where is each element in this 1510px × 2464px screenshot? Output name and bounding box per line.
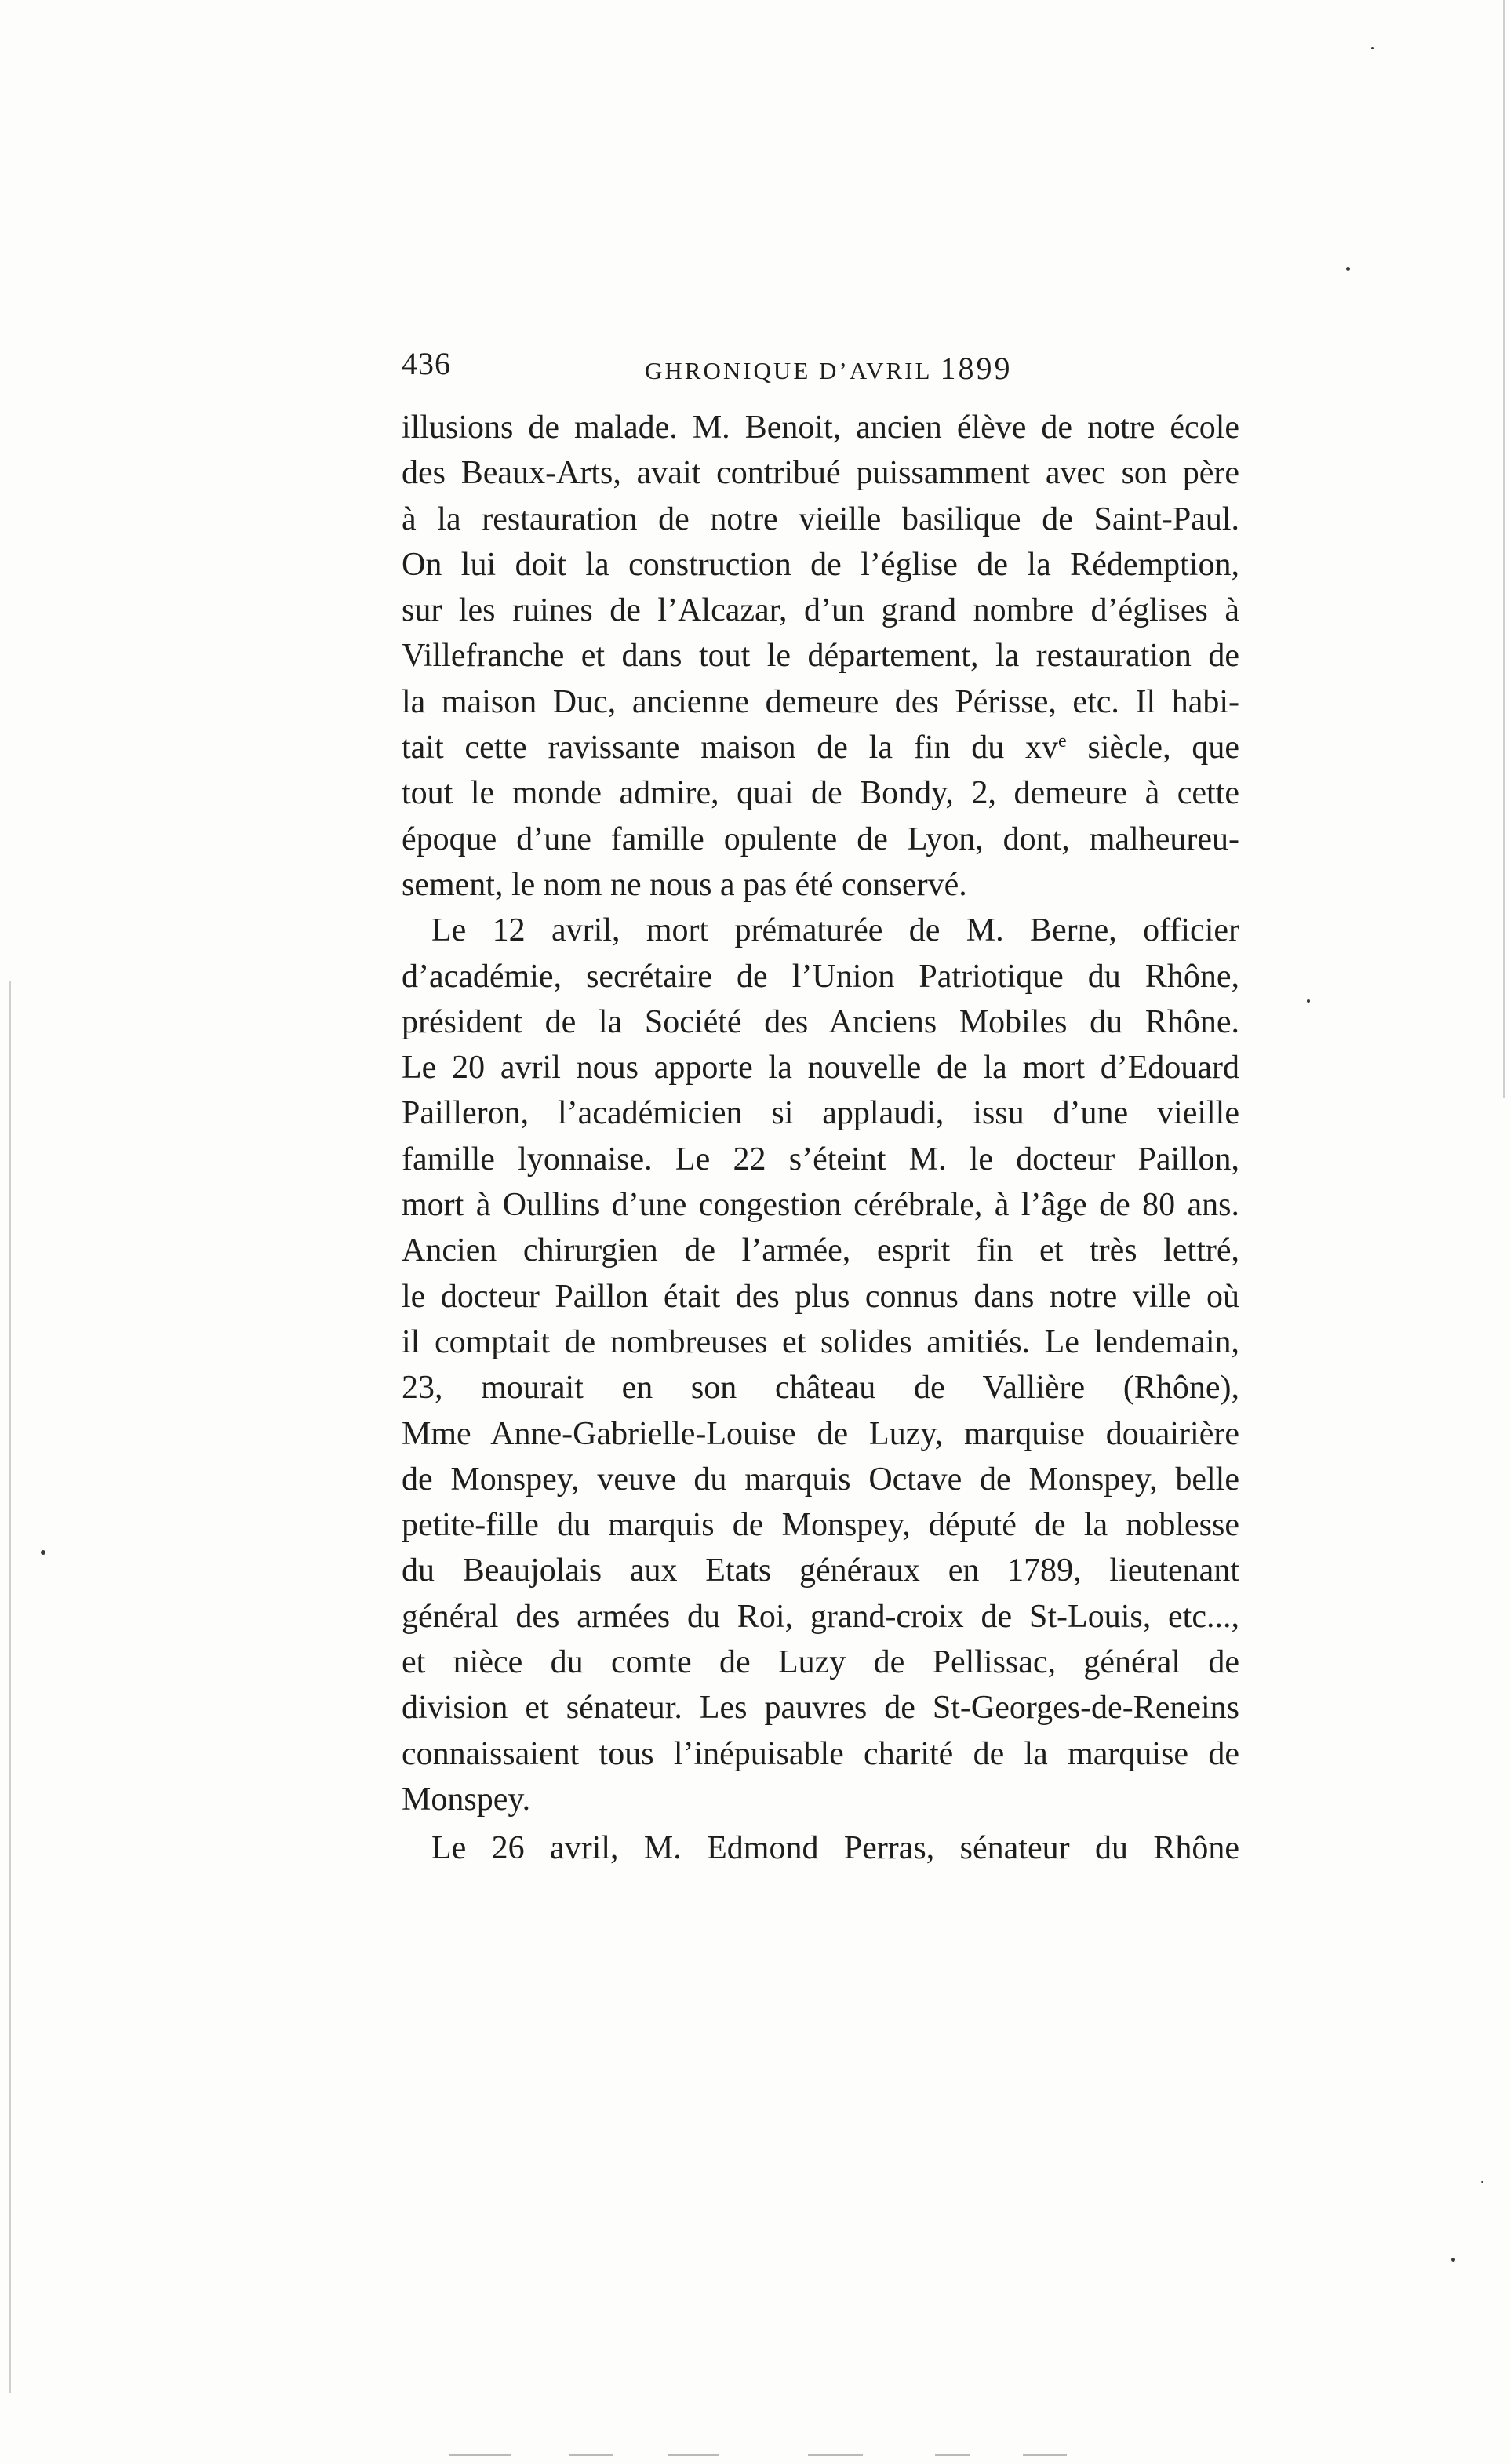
text-line: illusions de malade. M. Benoit, ancien élève de notre école xyxy=(402,409,1239,446)
bottom-edge-mark xyxy=(569,2454,613,2456)
text-line: la maison Duc, ancienne demeure des Périsse, etc. Il habi- xyxy=(402,683,1239,720)
text-line xyxy=(402,725,1239,770)
bottom-edge-mark xyxy=(668,2454,719,2456)
scan-speck xyxy=(1346,267,1350,271)
text-line: président de la Société des Anciens Mobiles du Rhône. xyxy=(402,1003,1239,1040)
text-line: Monspey. xyxy=(402,1781,531,1818)
text-line: le docteur Paillon était des plus connus dans notre ville où xyxy=(402,1278,1239,1315)
page-number: 436 xyxy=(402,346,451,381)
paragraph-start-line: Le 26 avril, M. Edmond Perras, sénateur du Rhône xyxy=(431,1830,1239,1867)
scan-speck xyxy=(1307,999,1310,1003)
scan-speck xyxy=(41,1550,45,1555)
text-line: famille lyonnaise. Le 22 s’éteint M. le docteur Paillon, xyxy=(402,1141,1239,1177)
text-line: Ancien chirurgien de l’armée, esprit fin et très lettré, xyxy=(402,1232,1239,1269)
scan-speck xyxy=(1371,47,1374,49)
bottom-edge-mark xyxy=(449,2454,511,2456)
text-line: Pailleron, l’académicien si applaudi, issu d’une vieille xyxy=(402,1095,1239,1132)
text-line: petite-fille du marquis de Monspey, député de la noblesse xyxy=(402,1507,1239,1544)
text-line: du Beaujolais aux Etats généraux en 1789, lieutenant xyxy=(402,1552,1239,1589)
text-line: sement, le nom ne nous a pas été conservé. xyxy=(402,866,967,903)
text-line: époque d’une famille opulente de Lyon, dont, malheureu- xyxy=(402,821,1239,857)
body-text xyxy=(402,405,1239,1872)
text-line: 23, mourait en son château de Vallière (Rhône), xyxy=(402,1370,1239,1407)
text-line: des Beaux-Arts, avait contribué puissamment avec son père xyxy=(402,455,1239,492)
running-title xyxy=(645,350,1012,387)
text-line: à la restauration de notre vieille basilique de Saint-Paul. xyxy=(402,500,1239,537)
text-segment: tait cette ravissante maison de la fin du xv xyxy=(402,730,1059,766)
text-line: d’académie, secrétaire de l’Union Patriotique du Rhône, xyxy=(402,958,1239,995)
text-line: mort à Oullins d’une congestion cérébrale, à l’âge de 80 ans. xyxy=(402,1187,1239,1224)
running-title-year: 1899 xyxy=(940,351,1013,386)
text-line: connaissaient tous l’inépuisable charité de la marquise de xyxy=(402,1735,1239,1772)
page-header xyxy=(402,345,1241,392)
bottom-edge-mark xyxy=(1023,2454,1067,2456)
paragraph-start-line: Le 12 avril, mort prématurée de M. Berne, officier xyxy=(431,912,1239,949)
running-title-text: GHRONIQUE D’AVRIL xyxy=(645,357,933,384)
text-line: On lui doit la construction de l’église de la Rédemption, xyxy=(402,546,1239,583)
text-line: Le 20 avril nous apporte la nouvelle de la mort d’Edouard xyxy=(402,1050,1239,1086)
text-line: sur les ruines de l’Alcazar, d’un grand nombre d’églises à xyxy=(402,592,1239,629)
text-line: tout le monde admire, quai de Bondy, 2, demeure à cette xyxy=(402,775,1239,812)
text-line: général des armées du Roi, grand-croix de St-Louis, etc..., xyxy=(402,1598,1239,1635)
right-page-edge xyxy=(1503,0,1505,1098)
text-line: division et sénateur. Les pauvres de St-Georges-de-Reneins xyxy=(402,1690,1239,1727)
text-line: de Monspey, veuve du marquis Octave de Monspey, belle xyxy=(402,1461,1239,1498)
superscript: e xyxy=(1058,731,1067,752)
text-line: il comptait de nombreuses et solides amitiés. Le lendemain, xyxy=(402,1323,1239,1360)
text-line: et nièce du comte de Luzy de Pellissac, général de xyxy=(402,1644,1239,1681)
bottom-edge-mark xyxy=(808,2454,863,2456)
text-line: Villefranche et dans tout le département, la restauration de xyxy=(402,638,1239,675)
scan-speck xyxy=(1451,2258,1455,2262)
text-segment: siècle, que xyxy=(1066,730,1239,766)
text-line: Mme Anne-Gabrielle-Louise de Luzy, marquise douairière xyxy=(402,1415,1239,1452)
left-page-edge xyxy=(9,981,11,2393)
scan-speck xyxy=(1481,2181,1483,2183)
bottom-edge-mark xyxy=(935,2454,970,2456)
